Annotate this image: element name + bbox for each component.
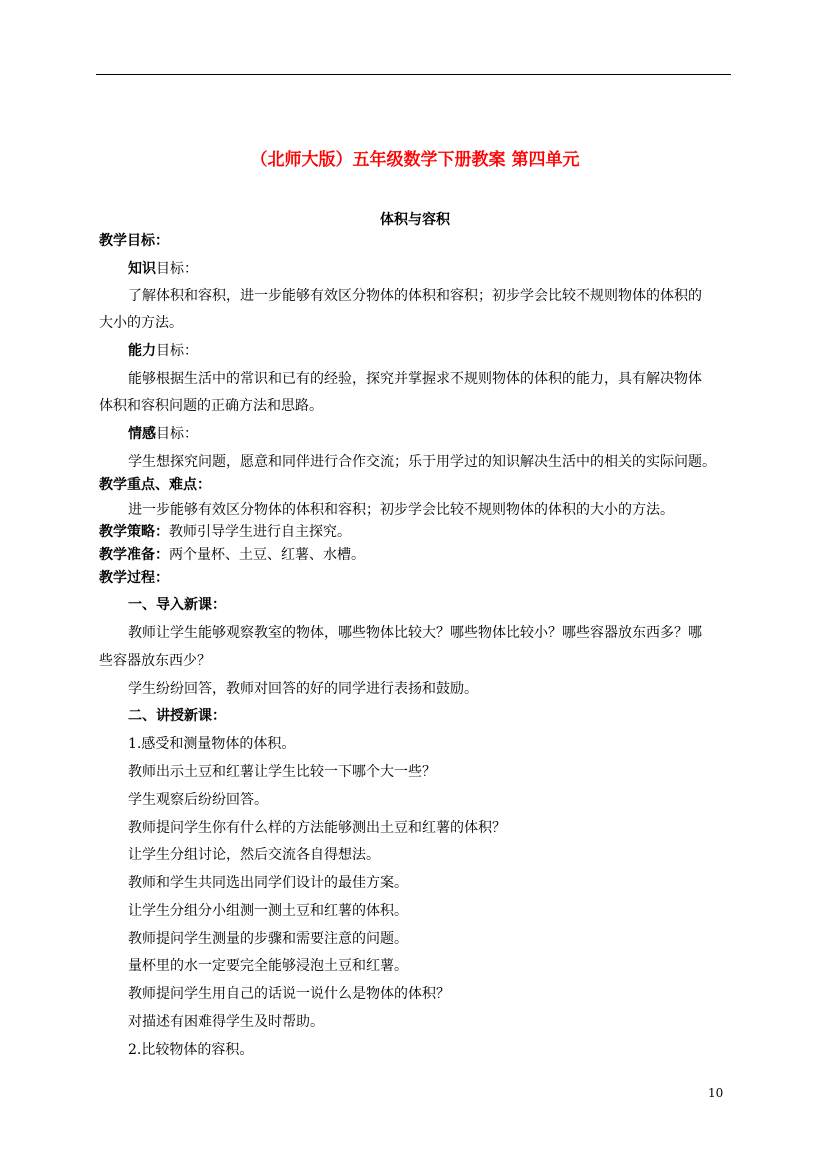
section-2-line: 让学生分组讨论，然后交流各自得想法。 <box>128 847 380 863</box>
preparation-label: 教学准备： <box>99 547 169 563</box>
section-2-line: 1.感受和测量物体的体积。 <box>128 736 296 752</box>
section-1-heading: 一、导入新课： <box>128 597 226 613</box>
section-1-paragraph-2: 学生纷纷回答，教师对回答的好的同学进行表扬和鼓励。 <box>128 681 478 697</box>
preparation-text: 两个量杯、土豆、红薯、水槽。 <box>169 547 365 563</box>
emotion-heading-bold: 情感 <box>128 426 156 442</box>
emotion-heading-rest: 目标： <box>156 426 198 442</box>
section-2-line: 量杯里的水一定要完全能够浸泡土豆和红薯。 <box>128 958 408 974</box>
section-2-line: 教师和学生共同选出同学们设计的最佳方案。 <box>128 875 408 891</box>
section-1-paragraph-line-2: 些容器放东西少？ <box>99 653 211 669</box>
section-2-line: 让学生分组分小组测一测土豆和红薯的体积。 <box>128 903 408 919</box>
section-2-line: 2.比较物体的容积。 <box>128 1042 254 1058</box>
strategy-text: 教师引导学生进行自主探究。 <box>169 524 351 540</box>
ability-heading <box>128 342 198 360</box>
lesson-subtitle: 体积与容积 <box>380 212 450 228</box>
section-2-heading: 二、讲授新课： <box>128 708 226 724</box>
section-1-paragraph-line-1: 教师让学生能够观察教室的物体，哪些物体比较大？哪些物体比较小？哪些容器放东西多？哪 <box>128 625 702 641</box>
section-2-line: 学生观察后纷纷回答。 <box>128 792 268 808</box>
section-2-line: 教师提问学生用自己的话说一说什么是物体的体积？ <box>128 986 450 1002</box>
emotion-text: 学生想探究问题，愿意和同伴进行合作交流；乐于用学过的知识解决生活中的相关的实际问题。 <box>128 454 716 470</box>
strategy-label: 教学策略： <box>99 524 169 540</box>
preparation-line <box>99 546 365 564</box>
strategy-line <box>99 523 351 541</box>
page-number: 10 <box>708 1086 724 1100</box>
section-2-line: 对描述有困难得学生及时帮助。 <box>128 1014 324 1030</box>
keypoints-text: 进一步能够有效区分物体的体积和容积；初步学会比较不规则物体的体积的大小的方法。 <box>128 502 674 518</box>
objectives-heading: 教学目标： <box>99 233 169 249</box>
ability-text-line-1: 能够根据生活中的常识和已有的经验，探究并掌握求不规则物体的体积的能力，具有解决物体 <box>128 371 702 387</box>
emotion-heading <box>128 425 198 443</box>
knowledge-text-line-2: 大小的方法。 <box>99 315 183 331</box>
knowledge-heading <box>128 260 198 278</box>
ability-heading-bold: 能力 <box>128 343 156 359</box>
process-heading: 教学过程： <box>99 570 169 586</box>
keypoints-heading: 教学重点、难点： <box>99 477 211 493</box>
header-rule <box>96 74 731 75</box>
knowledge-heading-bold: 知识 <box>128 261 156 277</box>
knowledge-text-line-1: 了解体积和容积，进一步能够有效区分物体的体积和容积；初步学会比较不规则物体的体积的 <box>128 288 702 304</box>
section-2-line: 教师出示土豆和红薯让学生比较一下哪个大一些？ <box>128 764 436 780</box>
section-2-line: 教师提问学生测量的步骤和需要注意的问题。 <box>128 931 408 947</box>
knowledge-heading-rest: 目标： <box>156 261 198 277</box>
section-2-line: 教师提问学生你有什么样的方法能够测出土豆和红薯的体积？ <box>128 820 506 836</box>
document-title: （北师大版）五年级数学下册教案 第四单元 <box>250 150 580 170</box>
ability-text-line-2: 体积和容积问题的正确方法和思路。 <box>99 398 323 414</box>
ability-heading-rest: 目标： <box>156 343 198 359</box>
